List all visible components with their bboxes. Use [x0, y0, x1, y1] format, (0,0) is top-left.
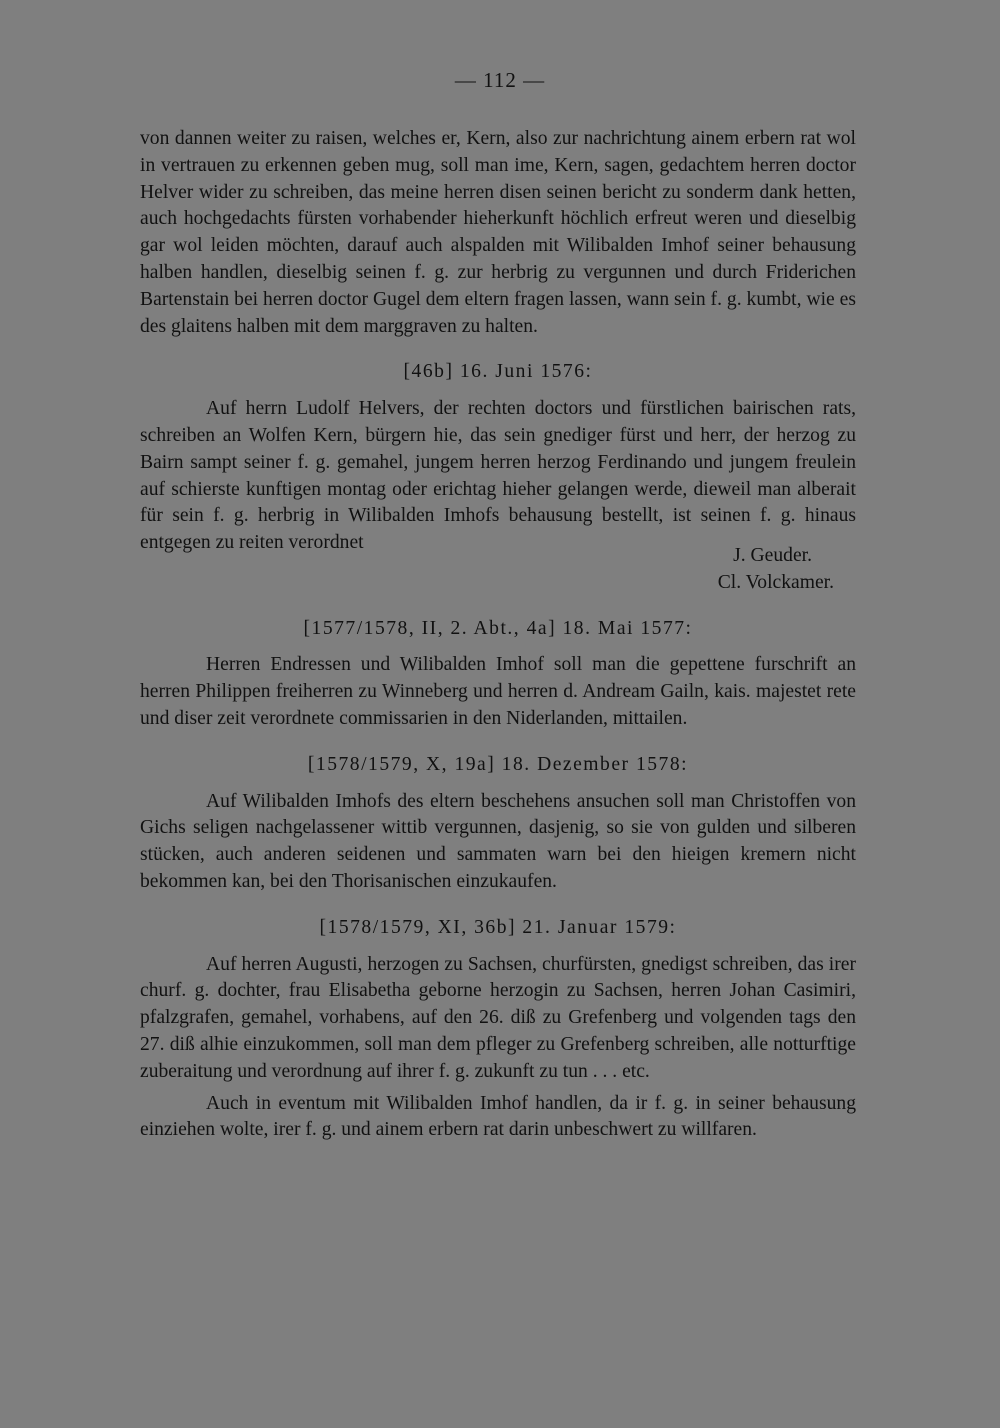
entry-heading-1578: [1578/1579, X, 19a] 18. Dezember 1578: [307, 753, 689, 775]
entry-heading-1579: [1578/1579, XI, 36b] 21. Januar 1579: [319, 916, 677, 938]
paragraph-helvers: Auf herrn Ludolf Helvers, der rechten doctors und fürstlichen bairischen rats, schreiben an Wolfen Kern, bürgern hie, das sein gnediger fürst und herr, der herzog zu Bairn sampt seiner f. g. gemahel, jungem herren herzog Ferdinando und jungem freulein auf schierste kunftigen montag oder erichtag hieher gelangen werde, dieweil man alberait für sein f. g. herbrig in Wilibalden Imhofs behausung bestellt, ist seinen f. g. hinaus entgegen zu reiten verordnet [140, 398, 856, 554]
paragraph-eventum: Auch in eventum mit Wilibalden Imhof handlen, da ir f. g. in seiner behausung einziehen wolte, irer f. g. und ainem erbern rat darin unbeschwert zu willfaren. [140, 1092, 856, 1141]
page-number: — 112 — [454, 68, 546, 92]
signature-geuder: J. Geuder. [733, 544, 812, 566]
paragraph-augusti: Auf herren Augusti, herzogen zu Sachsen, churfürsten, gnedigst schreiben, das irer churf. g. dochter, frau Elisabetha geborne herzogin zu Sachsen, herren Johan Casimiri, pfalzgrafen, gemahel, vorhabens, auf den 26. diß zu Grefenberg und volgenden tags den 27. diß alhie einzukommen, soll man dem pfleger zu Grefenberg schreiben, alle notturftige zuberaitung und verordnung auf ihrer f. g. zukunft zu tun . . . etc. [140, 953, 856, 1082]
paragraph-gichs: Auf Wilibalden Imhofs des eltern beschehens ansuchen soll man Christoffen von Gichs seligen nachgelassener wittib vergunnen, dasjenig, so sie von gulden und silberen stücken, auch anderen seidenen und sammaten warn bei den hieigen kremern nicht bekommen kan, bei den Thorisanischen einzukaufen. [140, 790, 856, 892]
paragraph-continuation: von dannen weiter zu raisen, welches er, Kern, also zur nachrichtung ainem erbern rat wol in vertrauen zu erkennen geben mug, soll man ime, Kern, sagen, gedachtem herren doctor Helver wider zu schreiben, das meine herren disen seinen bericht zu sonderm dank hetten, auch hochgedachts fürsten vorhabender hieherkunft höchlich erfreut weren und dieselbig gar wol leiden möchten, darauf auch alspalden mit Wilibalden Imhof seiner behausung halben handlen, dieselbig seinen f. g. zur herbrig zu vergunnen und durch Friderichen Bartenstain bei herren doctor Gugel dem eltern fragen lassen, wann sein f. g. kumbt, wie es des glaitens halben mit dem marggraven zu halten. [140, 128, 856, 337]
signature-volckamer: Cl. Volckamer. [717, 571, 834, 593]
entry-heading-1577: [1577/1578, II, 2. Abt., 4a] 18. Mai 1577: [303, 617, 693, 639]
page-body [140, 126, 856, 1144]
entry-heading-1576: [46b] 16. Juni 1576: [403, 361, 593, 383]
paragraph-endressen: Herren Endressen und Wilibalden Imhof soll man die gepettene furschrift an herren Philippen freiherren zu Winneberg und herren d. Andream Gailn, kais. majestet rete und diser zeit verordnete commissarien in den Niderlanden, mittailen. [140, 654, 856, 729]
